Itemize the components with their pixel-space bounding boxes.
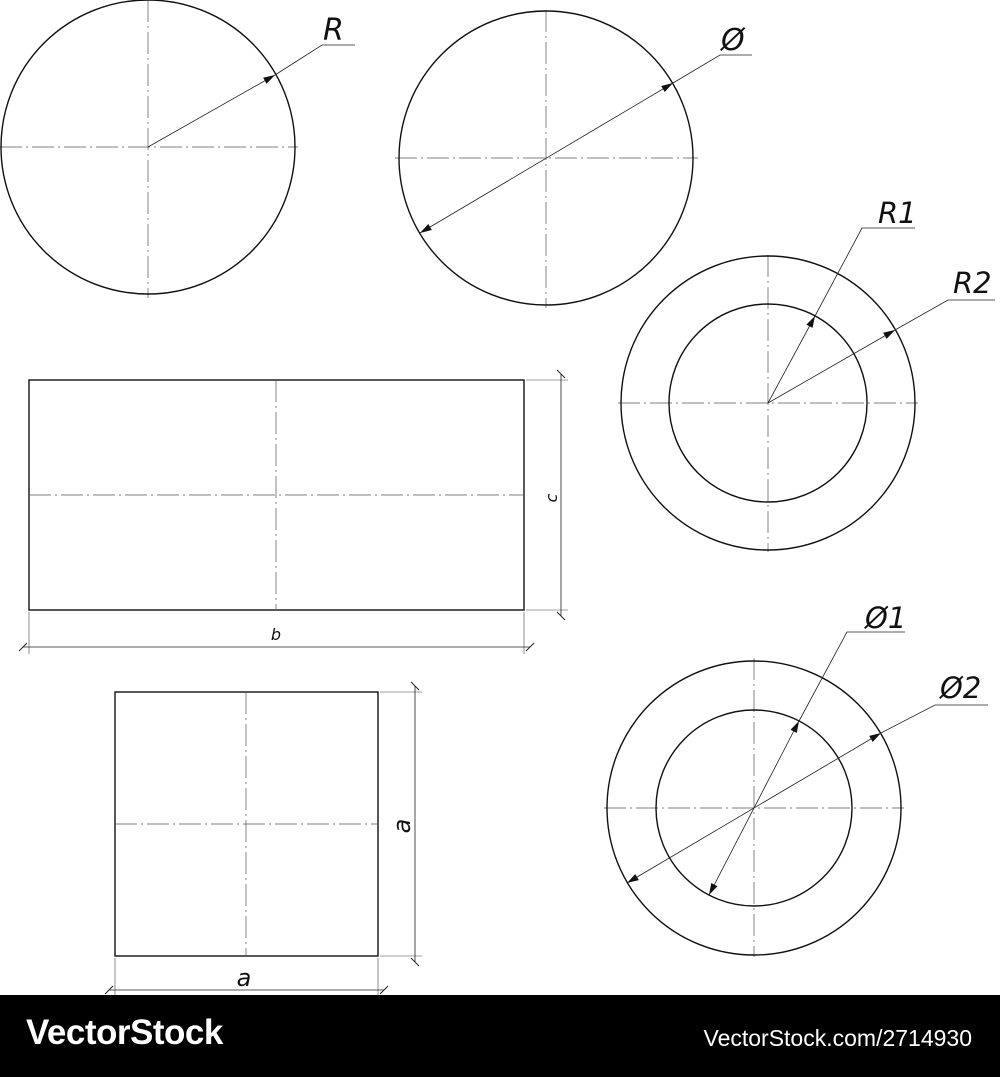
stock-url-text: VectorStock.com/2714930: [703, 1025, 972, 1051]
width-label: b: [270, 625, 282, 644]
radius-1-label: R1: [878, 196, 917, 230]
radius-circle-figure: [0, 0, 355, 298]
diameter-label: Ø: [721, 23, 745, 58]
radius-label: R: [323, 13, 344, 48]
diameter-2-label: Ø2: [940, 671, 982, 705]
watermark-footer: [0, 995, 1000, 1077]
height-label: c: [542, 493, 561, 503]
rectangle-figure: [23, 374, 568, 654]
diameter-2-label-leader: [881, 705, 988, 733]
radius-label-leader: [275, 45, 355, 75]
brand-logo-text: VectorStock: [26, 1013, 223, 1052]
radius-1-label-leader: [815, 228, 915, 316]
diameter-1-label: Ø1: [865, 601, 907, 635]
concentric-diameters-figure: [604, 601, 988, 957]
side-label-horizontal: a: [236, 964, 252, 992]
diameter-circle-figure: [395, 10, 752, 308]
diameter-label-leader: [673, 55, 752, 83]
side-label-vertical: a: [388, 818, 416, 834]
radius-2-leader: [768, 330, 895, 403]
radius-2-label: R2: [953, 266, 992, 300]
radius-leader: [148, 75, 275, 147]
radius-2-label-leader: [895, 300, 995, 330]
concentric-radii-figure: [618, 196, 995, 552]
diameter-1-label-leader: [799, 632, 905, 721]
square-figure: [109, 686, 422, 995]
